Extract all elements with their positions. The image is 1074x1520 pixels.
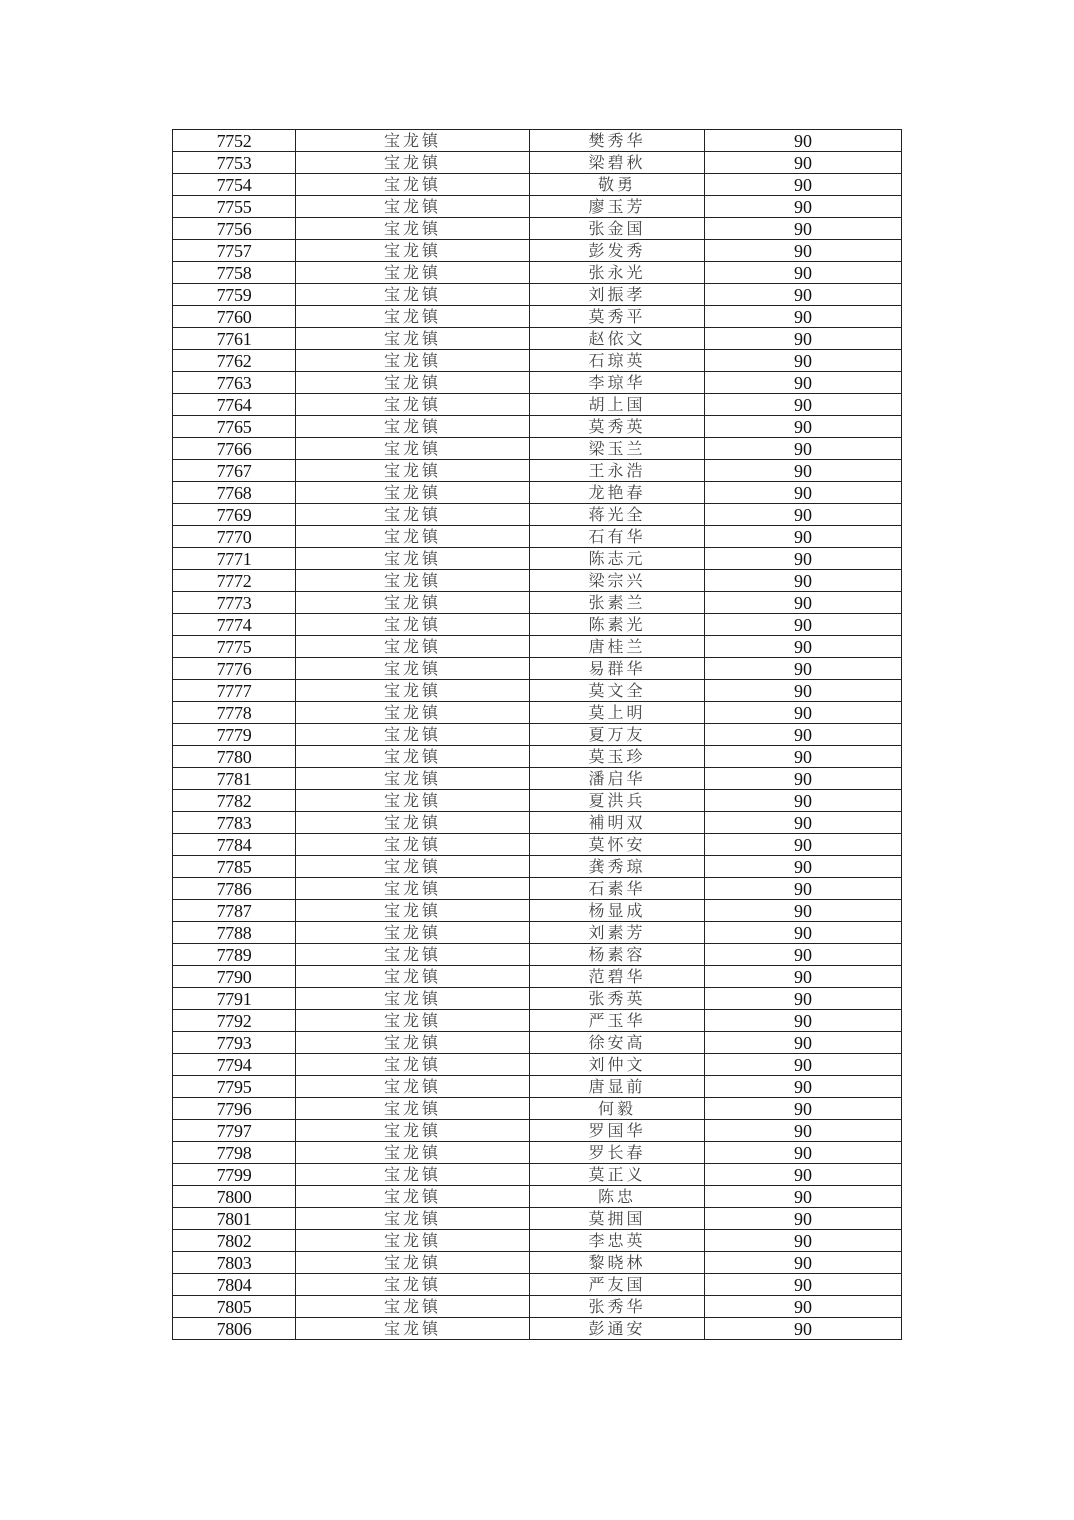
- name-cell: 刘素芳: [530, 922, 705, 944]
- row-number-cell: 7792: [173, 1010, 296, 1032]
- name-cell: 李忠英: [530, 1230, 705, 1252]
- town-cell: 宝龙镇: [296, 724, 530, 746]
- name-cell: 杨素容: [530, 944, 705, 966]
- row-number-cell: 7769: [173, 504, 296, 526]
- name-cell: 陈志元: [530, 548, 705, 570]
- name-cell: 龚秀琼: [530, 856, 705, 878]
- name-cell: 罗长春: [530, 1142, 705, 1164]
- table-row: [173, 1076, 902, 1098]
- name-cell: 胡上国: [530, 394, 705, 416]
- name-cell: 蒋光全: [530, 504, 705, 526]
- table-row: [173, 482, 902, 504]
- amount-cell: 90: [705, 1296, 902, 1318]
- amount-cell: 90: [705, 746, 902, 768]
- table-row: [173, 218, 902, 240]
- amount-cell: 90: [705, 988, 902, 1010]
- town-cell: 宝龙镇: [296, 988, 530, 1010]
- row-number-cell: 7796: [173, 1098, 296, 1120]
- town-cell: 宝龙镇: [296, 262, 530, 284]
- row-number-cell: 7788: [173, 922, 296, 944]
- amount-cell: 90: [705, 174, 902, 196]
- row-number-cell: 7759: [173, 284, 296, 306]
- name-cell: 石有华: [530, 526, 705, 548]
- name-cell: 石琼英: [530, 350, 705, 372]
- town-cell: 宝龙镇: [296, 900, 530, 922]
- town-cell: 宝龙镇: [296, 746, 530, 768]
- name-cell: 何毅: [530, 1098, 705, 1120]
- amount-cell: 90: [705, 570, 902, 592]
- town-cell: 宝龙镇: [296, 416, 530, 438]
- amount-cell: 90: [705, 636, 902, 658]
- amount-cell: 90: [705, 328, 902, 350]
- town-cell: 宝龙镇: [296, 504, 530, 526]
- name-cell: 彭发秀: [530, 240, 705, 262]
- table-row: [173, 966, 902, 988]
- town-cell: 宝龙镇: [296, 1120, 530, 1142]
- amount-cell: 90: [705, 130, 902, 152]
- row-number-cell: 7797: [173, 1120, 296, 1142]
- row-number-cell: 7801: [173, 1208, 296, 1230]
- amount-cell: 90: [705, 878, 902, 900]
- town-cell: 宝龙镇: [296, 240, 530, 262]
- row-number-cell: 7768: [173, 482, 296, 504]
- town-cell: 宝龙镇: [296, 614, 530, 636]
- name-cell: 莫秀平: [530, 306, 705, 328]
- table-row: [173, 372, 902, 394]
- row-number-cell: 7782: [173, 790, 296, 812]
- town-cell: 宝龙镇: [296, 1208, 530, 1230]
- row-number-cell: 7805: [173, 1296, 296, 1318]
- town-cell: 宝龙镇: [296, 1142, 530, 1164]
- table-row: [173, 262, 902, 284]
- table-row: [173, 394, 902, 416]
- amount-cell: 90: [705, 658, 902, 680]
- table-row: [173, 592, 902, 614]
- amount-cell: 90: [705, 1098, 902, 1120]
- table-row: [173, 1120, 902, 1142]
- table-row: [173, 658, 902, 680]
- row-number-cell: 7804: [173, 1274, 296, 1296]
- row-number-cell: 7783: [173, 812, 296, 834]
- amount-cell: 90: [705, 394, 902, 416]
- town-cell: 宝龙镇: [296, 702, 530, 724]
- town-cell: 宝龙镇: [296, 1186, 530, 1208]
- town-cell: 宝龙镇: [296, 1164, 530, 1186]
- amount-cell: 90: [705, 900, 902, 922]
- name-cell: 罗国华: [530, 1120, 705, 1142]
- table-row: [173, 1318, 902, 1340]
- town-cell: 宝龙镇: [296, 1010, 530, 1032]
- amount-cell: 90: [705, 922, 902, 944]
- town-cell: 宝龙镇: [296, 196, 530, 218]
- name-cell: 莫怀安: [530, 834, 705, 856]
- row-number-cell: 7755: [173, 196, 296, 218]
- table-row: [173, 1032, 902, 1054]
- town-cell: 宝龙镇: [296, 878, 530, 900]
- amount-cell: 90: [705, 768, 902, 790]
- name-cell: 夏洪兵: [530, 790, 705, 812]
- name-cell: 石素华: [530, 878, 705, 900]
- town-cell: 宝龙镇: [296, 1032, 530, 1054]
- town-cell: 宝龙镇: [296, 1318, 530, 1340]
- name-cell: 梁玉兰: [530, 438, 705, 460]
- amount-cell: 90: [705, 548, 902, 570]
- name-cell: 严玉华: [530, 1010, 705, 1032]
- amount-cell: 90: [705, 1032, 902, 1054]
- row-number-cell: 7780: [173, 746, 296, 768]
- row-number-cell: 7767: [173, 460, 296, 482]
- table-row: [173, 130, 902, 152]
- row-number-cell: 7762: [173, 350, 296, 372]
- row-number-cell: 7758: [173, 262, 296, 284]
- amount-cell: 90: [705, 526, 902, 548]
- amount-cell: 90: [705, 438, 902, 460]
- row-number-cell: 7799: [173, 1164, 296, 1186]
- row-number-cell: 7756: [173, 218, 296, 240]
- name-cell: 唐桂兰: [530, 636, 705, 658]
- amount-cell: 90: [705, 966, 902, 988]
- town-cell: 宝龙镇: [296, 1274, 530, 1296]
- amount-cell: 90: [705, 1318, 902, 1340]
- table-row: [173, 1054, 902, 1076]
- amount-cell: 90: [705, 262, 902, 284]
- town-cell: 宝龙镇: [296, 482, 530, 504]
- roster-table: [172, 129, 902, 1340]
- row-number-cell: 7770: [173, 526, 296, 548]
- table-row: [173, 724, 902, 746]
- amount-cell: 90: [705, 592, 902, 614]
- table-row: [173, 988, 902, 1010]
- row-number-cell: 7765: [173, 416, 296, 438]
- amount-cell: 90: [705, 1142, 902, 1164]
- table-row: [173, 1230, 902, 1252]
- town-cell: 宝龙镇: [296, 1230, 530, 1252]
- name-cell: 補明双: [530, 812, 705, 834]
- table-row: [173, 878, 902, 900]
- name-cell: 唐显前: [530, 1076, 705, 1098]
- town-cell: 宝龙镇: [296, 328, 530, 350]
- amount-cell: 90: [705, 284, 902, 306]
- name-cell: 莫文全: [530, 680, 705, 702]
- town-cell: 宝龙镇: [296, 130, 530, 152]
- row-number-cell: 7760: [173, 306, 296, 328]
- table-row: [173, 196, 902, 218]
- table-row: [173, 174, 902, 196]
- town-cell: 宝龙镇: [296, 944, 530, 966]
- table-row: [173, 1208, 902, 1230]
- name-cell: 彭通安: [530, 1318, 705, 1340]
- amount-cell: 90: [705, 240, 902, 262]
- table-row: [173, 570, 902, 592]
- amount-cell: 90: [705, 1054, 902, 1076]
- amount-cell: 90: [705, 856, 902, 878]
- town-cell: 宝龙镇: [296, 1054, 530, 1076]
- name-cell: 易群华: [530, 658, 705, 680]
- table-row: [173, 1296, 902, 1318]
- table-row: [173, 1186, 902, 1208]
- amount-cell: 90: [705, 350, 902, 372]
- name-cell: 张秀华: [530, 1296, 705, 1318]
- name-cell: 刘仲文: [530, 1054, 705, 1076]
- town-cell: 宝龙镇: [296, 218, 530, 240]
- table-row: [173, 1098, 902, 1120]
- town-cell: 宝龙镇: [296, 592, 530, 614]
- town-cell: 宝龙镇: [296, 350, 530, 372]
- row-number-cell: 7789: [173, 944, 296, 966]
- name-cell: 龙艳春: [530, 482, 705, 504]
- name-cell: 陈忠: [530, 1186, 705, 1208]
- row-number-cell: 7793: [173, 1032, 296, 1054]
- table-row: [173, 922, 902, 944]
- town-cell: 宝龙镇: [296, 966, 530, 988]
- row-number-cell: 7806: [173, 1318, 296, 1340]
- amount-cell: 90: [705, 944, 902, 966]
- row-number-cell: 7800: [173, 1186, 296, 1208]
- town-cell: 宝龙镇: [296, 768, 530, 790]
- row-number-cell: 7776: [173, 658, 296, 680]
- name-cell: 刘振孝: [530, 284, 705, 306]
- table-row: [173, 548, 902, 570]
- town-cell: 宝龙镇: [296, 1098, 530, 1120]
- town-cell: 宝龙镇: [296, 856, 530, 878]
- table-row: [173, 1164, 902, 1186]
- amount-cell: 90: [705, 482, 902, 504]
- table-row: [173, 416, 902, 438]
- name-cell: 徐安高: [530, 1032, 705, 1054]
- name-cell: 张秀英: [530, 988, 705, 1010]
- row-number-cell: 7775: [173, 636, 296, 658]
- row-number-cell: 7787: [173, 900, 296, 922]
- amount-cell: 90: [705, 812, 902, 834]
- table-row: [173, 460, 902, 482]
- row-number-cell: 7761: [173, 328, 296, 350]
- town-cell: 宝龙镇: [296, 1296, 530, 1318]
- town-cell: 宝龙镇: [296, 834, 530, 856]
- name-cell: 夏万友: [530, 724, 705, 746]
- amount-cell: 90: [705, 460, 902, 482]
- table-row: [173, 856, 902, 878]
- town-cell: 宝龙镇: [296, 548, 530, 570]
- amount-cell: 90: [705, 1164, 902, 1186]
- name-cell: 黎晓林: [530, 1252, 705, 1274]
- row-number-cell: 7777: [173, 680, 296, 702]
- name-cell: 莫正义: [530, 1164, 705, 1186]
- amount-cell: 90: [705, 702, 902, 724]
- amount-cell: 90: [705, 1208, 902, 1230]
- town-cell: 宝龙镇: [296, 372, 530, 394]
- town-cell: 宝龙镇: [296, 658, 530, 680]
- row-number-cell: 7786: [173, 878, 296, 900]
- amount-cell: 90: [705, 834, 902, 856]
- name-cell: 张金国: [530, 218, 705, 240]
- row-number-cell: 7781: [173, 768, 296, 790]
- amount-cell: 90: [705, 614, 902, 636]
- row-number-cell: 7803: [173, 1252, 296, 1274]
- row-number-cell: 7753: [173, 152, 296, 174]
- row-number-cell: 7771: [173, 548, 296, 570]
- table-row: [173, 900, 902, 922]
- name-cell: 张永光: [530, 262, 705, 284]
- table-row: [173, 284, 902, 306]
- amount-cell: 90: [705, 1076, 902, 1098]
- table-row: [173, 240, 902, 262]
- table-row: [173, 702, 902, 724]
- table-row: [173, 504, 902, 526]
- table-row: [173, 152, 902, 174]
- row-number-cell: 7784: [173, 834, 296, 856]
- table-row: [173, 790, 902, 812]
- amount-cell: 90: [705, 1274, 902, 1296]
- row-number-cell: 7779: [173, 724, 296, 746]
- table-row: [173, 636, 902, 658]
- amount-cell: 90: [705, 1010, 902, 1032]
- amount-cell: 90: [705, 196, 902, 218]
- town-cell: 宝龙镇: [296, 636, 530, 658]
- row-number-cell: 7754: [173, 174, 296, 196]
- town-cell: 宝龙镇: [296, 790, 530, 812]
- town-cell: 宝龙镇: [296, 570, 530, 592]
- row-number-cell: 7790: [173, 966, 296, 988]
- name-cell: 莫拥国: [530, 1208, 705, 1230]
- town-cell: 宝龙镇: [296, 1076, 530, 1098]
- table-row: [173, 680, 902, 702]
- table-row: [173, 944, 902, 966]
- name-cell: 潘启华: [530, 768, 705, 790]
- name-cell: 莫秀英: [530, 416, 705, 438]
- amount-cell: 90: [705, 724, 902, 746]
- town-cell: 宝龙镇: [296, 152, 530, 174]
- row-number-cell: 7773: [173, 592, 296, 614]
- town-cell: 宝龙镇: [296, 394, 530, 416]
- amount-cell: 90: [705, 152, 902, 174]
- name-cell: 陈素光: [530, 614, 705, 636]
- name-cell: 王永浩: [530, 460, 705, 482]
- row-number-cell: 7791: [173, 988, 296, 1010]
- name-cell: 张素兰: [530, 592, 705, 614]
- amount-cell: 90: [705, 680, 902, 702]
- name-cell: 赵依文: [530, 328, 705, 350]
- row-number-cell: 7774: [173, 614, 296, 636]
- amount-cell: 90: [705, 1120, 902, 1142]
- town-cell: 宝龙镇: [296, 306, 530, 328]
- town-cell: 宝龙镇: [296, 284, 530, 306]
- name-cell: 范碧华: [530, 966, 705, 988]
- roster-table-body: [173, 130, 902, 1340]
- row-number-cell: 7795: [173, 1076, 296, 1098]
- amount-cell: 90: [705, 372, 902, 394]
- row-number-cell: 7763: [173, 372, 296, 394]
- name-cell: 廖玉芳: [530, 196, 705, 218]
- table-row: [173, 614, 902, 636]
- town-cell: 宝龙镇: [296, 812, 530, 834]
- row-number-cell: 7785: [173, 856, 296, 878]
- name-cell: 莫玉珍: [530, 746, 705, 768]
- row-number-cell: 7778: [173, 702, 296, 724]
- town-cell: 宝龙镇: [296, 1252, 530, 1274]
- row-number-cell: 7802: [173, 1230, 296, 1252]
- amount-cell: 90: [705, 790, 902, 812]
- amount-cell: 90: [705, 416, 902, 438]
- table-row: [173, 812, 902, 834]
- name-cell: 樊秀华: [530, 130, 705, 152]
- table-row: [173, 768, 902, 790]
- town-cell: 宝龙镇: [296, 680, 530, 702]
- row-number-cell: 7772: [173, 570, 296, 592]
- amount-cell: 90: [705, 504, 902, 526]
- amount-cell: 90: [705, 1252, 902, 1274]
- town-cell: 宝龙镇: [296, 460, 530, 482]
- row-number-cell: 7752: [173, 130, 296, 152]
- table-row: [173, 1274, 902, 1296]
- table-row: [173, 834, 902, 856]
- table-row: [173, 1252, 902, 1274]
- amount-cell: 90: [705, 1186, 902, 1208]
- amount-cell: 90: [705, 1230, 902, 1252]
- name-cell: 严友国: [530, 1274, 705, 1296]
- row-number-cell: 7798: [173, 1142, 296, 1164]
- table-row: [173, 746, 902, 768]
- table-row: [173, 306, 902, 328]
- amount-cell: 90: [705, 218, 902, 240]
- name-cell: 李琼华: [530, 372, 705, 394]
- row-number-cell: 7764: [173, 394, 296, 416]
- name-cell: 梁宗兴: [530, 570, 705, 592]
- row-number-cell: 7794: [173, 1054, 296, 1076]
- row-number-cell: 7766: [173, 438, 296, 460]
- table-row: [173, 1142, 902, 1164]
- table-row: [173, 1010, 902, 1032]
- amount-cell: 90: [705, 306, 902, 328]
- town-cell: 宝龙镇: [296, 526, 530, 548]
- name-cell: 杨显成: [530, 900, 705, 922]
- table-row: [173, 438, 902, 460]
- row-number-cell: 7757: [173, 240, 296, 262]
- town-cell: 宝龙镇: [296, 174, 530, 196]
- table-row: [173, 328, 902, 350]
- town-cell: 宝龙镇: [296, 922, 530, 944]
- name-cell: 敬勇: [530, 174, 705, 196]
- name-cell: 梁碧秋: [530, 152, 705, 174]
- town-cell: 宝龙镇: [296, 438, 530, 460]
- table-row: [173, 350, 902, 372]
- name-cell: 莫上明: [530, 702, 705, 724]
- table-row: [173, 526, 902, 548]
